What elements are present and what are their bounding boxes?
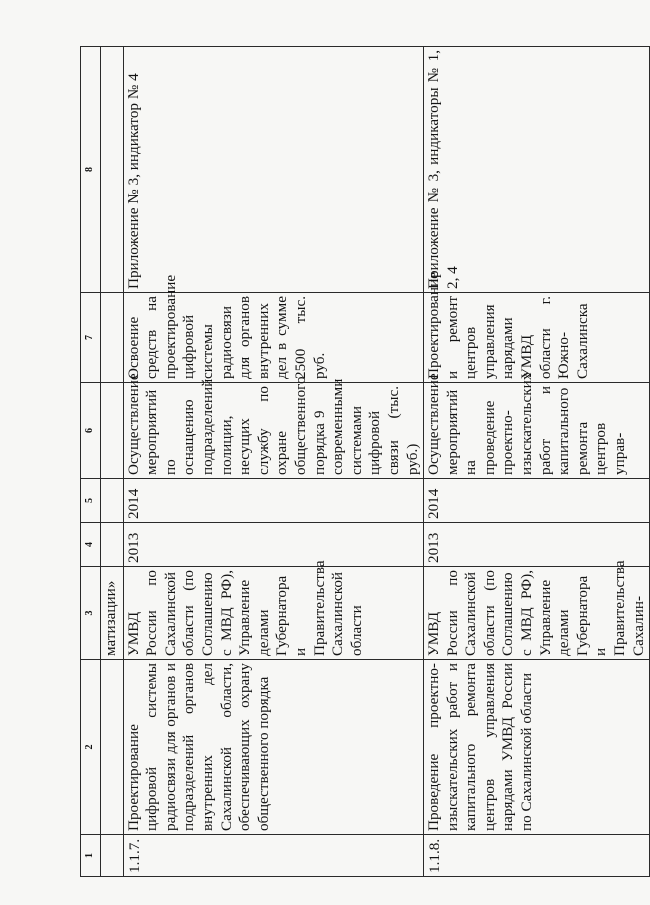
col-header-7: 7 <box>81 293 101 383</box>
event-name: Проведение проектно-изыскательских работ и капитального ремонта центров управления нарядами УМВД России по Сахалинской области <box>424 660 650 835</box>
col-header-1: 1 <box>81 835 101 877</box>
table-row <box>424 47 650 877</box>
event-name: Проектирование цифровой системы радиосвязи для органов и подразделений органов внутренних дел Сахалинской области, обеспечивающих охрану общественного порядка <box>123 660 424 835</box>
carry-over-row <box>100 47 123 877</box>
end-year: 2014 <box>123 479 424 523</box>
effect: Проектирование и ремонт центров управления нарядами УМВД области г. Южно-Сахалинска <box>424 293 650 383</box>
executor: УМВД России по Сахалинской области (по Соглашению с МВД РФ), Управление делами Губернатора и Правительства Сахалин- <box>424 567 650 660</box>
end-year: 2014 <box>424 479 650 523</box>
executor: УМВД России по Сахалинской области (по Соглашению с МВД РФ), Управление делами Губернатора и Правительства Сахалинской области <box>123 567 424 660</box>
rotated-table-wrapper <box>80 47 647 877</box>
expected-result: Осуществление мероприятий на проведение проектно-изыскательских работ и капитального ремонта центров управ- <box>424 383 650 479</box>
start-year: 2013 <box>424 523 650 567</box>
column-header-row <box>81 47 101 877</box>
page-number: 9 <box>312 410 328 418</box>
program-table <box>80 46 650 877</box>
col-header-6: 6 <box>81 383 101 479</box>
carry-over-text: матизации» <box>100 567 123 660</box>
col-header-4: 4 <box>81 523 101 567</box>
row-number: 1.1.7. <box>123 835 424 877</box>
col-header-3: 3 <box>81 567 101 660</box>
expected-result: Осуществление мероприятий по оснащению подразделений полиции, несущих службу по охране общественного порядка современными системами цифровой связи (тыс. руб.) <box>123 383 424 479</box>
start-year: 2013 <box>123 523 424 567</box>
table-row <box>123 47 424 877</box>
col-header-5: 5 <box>81 479 101 523</box>
col-header-8: 8 <box>81 47 101 293</box>
effect: Освоение средств на проектирование цифровой системы радиосвязи для органов внутренних дел в сумме 2500 тыс. руб. <box>123 293 424 383</box>
row-number: 1.1.8. <box>424 835 650 877</box>
indicator-link: Приложение № 3, индикатор № 4 <box>123 47 424 293</box>
indicator-link: Приложение № 3, индикаторы № 1, 2, 4 <box>424 47 650 293</box>
col-header-2: 2 <box>81 660 101 835</box>
